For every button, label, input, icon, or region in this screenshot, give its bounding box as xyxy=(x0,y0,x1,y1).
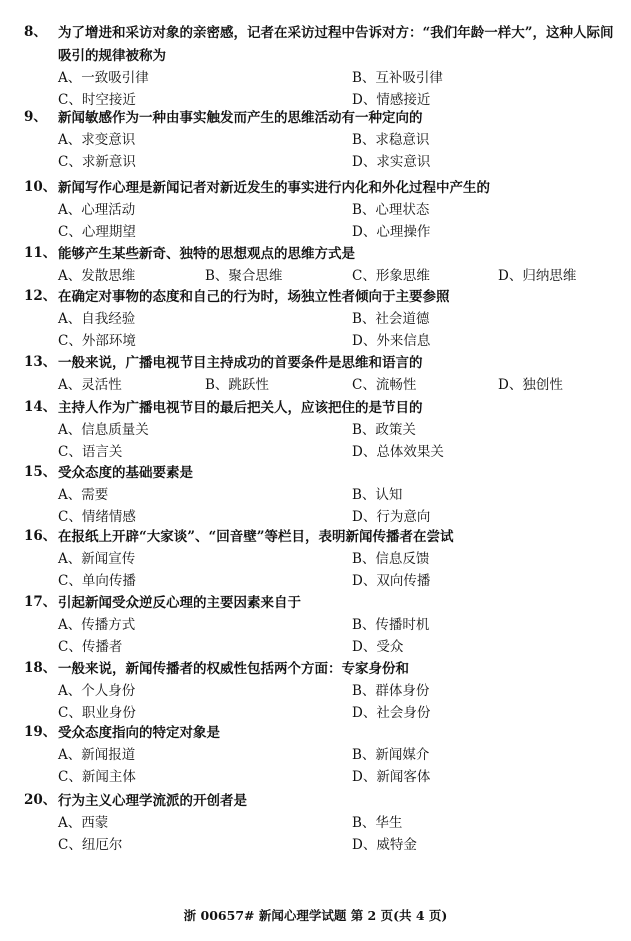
question-stem: 新闻写作心理是新闻记者对新近发生的事实进行内化和外化过程中产生的 xyxy=(58,180,490,196)
option-a: A、发散思维 xyxy=(58,268,136,284)
option-d: D、独创性 xyxy=(498,377,563,393)
option-a: A、传播方式 xyxy=(58,617,136,633)
question-number: 18、 xyxy=(24,660,57,676)
option-c: C、单向传播 xyxy=(58,573,136,589)
option-b: B、信息反馈 xyxy=(352,551,430,567)
option-a: A、需要 xyxy=(58,487,109,503)
option-b: B、跳跃性 xyxy=(205,377,269,393)
option-b: B、互补吸引律 xyxy=(352,70,443,86)
option-c: C、语言关 xyxy=(58,444,123,460)
question-number: 15、 xyxy=(24,464,57,480)
option-b: B、群体身份 xyxy=(352,683,430,699)
question-stem: 一般来说，新闻传播者的权威性包括两个方面：专家身份和 xyxy=(58,661,409,677)
option-d: D、行为意向 xyxy=(352,509,431,525)
option-d: D、受众 xyxy=(352,639,404,655)
question-number: 10、 xyxy=(24,179,57,195)
option-c: C、求新意识 xyxy=(58,154,136,170)
question-stem: 一般来说，广播电视节目主持成功的首要条件是思维和语言的 xyxy=(58,355,423,371)
option-c: C、时空接近 xyxy=(58,92,136,108)
option-d: D、心理操作 xyxy=(352,224,431,240)
option-a: A、西蒙 xyxy=(58,815,109,831)
option-a: A、新闻宣传 xyxy=(58,551,136,567)
option-a: A、信息质量关 xyxy=(58,422,149,438)
question-number: 12、 xyxy=(24,288,57,304)
option-a: A、心理活动 xyxy=(58,202,136,218)
option-a: A、自我经验 xyxy=(58,311,136,327)
option-b: B、认知 xyxy=(352,487,403,503)
question-number: 11、 xyxy=(24,245,57,261)
question-stem: 主持人作为广播电视节目的最后把关人，应该把住的是节目的 xyxy=(58,400,423,416)
option-b: B、新闻媒介 xyxy=(352,747,430,763)
option-c: C、外部环境 xyxy=(58,333,136,349)
option-d: D、威特金 xyxy=(352,837,417,853)
question-stem: 受众态度的基础要素是 xyxy=(58,465,193,481)
question-number: 8、 xyxy=(24,24,47,40)
option-b: B、传播时机 xyxy=(352,617,430,633)
question-number: 19、 xyxy=(24,724,57,740)
page-footer: 浙 00657# 新闻心理学试题 第 2 页(共 4 页) xyxy=(183,908,448,923)
option-a: A、个人身份 xyxy=(58,683,136,699)
option-b: B、心理状态 xyxy=(352,202,430,218)
option-b: B、求稳意识 xyxy=(352,132,430,148)
option-c: C、传播者 xyxy=(58,639,123,655)
question-number: 14、 xyxy=(24,399,57,415)
question-number: 9、 xyxy=(24,109,47,125)
question-stem: 引起新闻受众逆反心理的主要因素来自于 xyxy=(58,595,301,611)
question-number: 20、 xyxy=(24,792,57,808)
question-number: 13、 xyxy=(24,354,57,370)
option-c: C、新闻主体 xyxy=(58,769,136,785)
option-a: A、灵活性 xyxy=(58,377,122,393)
option-c: C、纽厄尔 xyxy=(58,837,123,853)
option-c: C、情绪情感 xyxy=(58,509,136,525)
option-a: A、新闻报道 xyxy=(58,747,136,763)
question-stem: 在报纸上开辟“大家谈”、“回音壁”等栏目，表明新闻传播者在尝试 xyxy=(58,529,454,545)
question-stem: 为了增进和采访对象的亲密感，记者在采访过程中告诉对方：“我们年龄一样大”，这种人际间吸引的规律被称为 xyxy=(58,25,614,64)
option-c: C、形象思维 xyxy=(352,268,430,284)
option-c: C、流畅性 xyxy=(352,377,417,393)
option-d: D、社会身份 xyxy=(352,705,431,721)
option-b: B、政策关 xyxy=(352,422,416,438)
option-b: B、华生 xyxy=(352,815,403,831)
option-b: B、聚合思维 xyxy=(205,268,283,284)
question-number: 16、 xyxy=(24,528,57,544)
question-stem: 在确定对事物的态度和自己的行为时，场独立性者倾向于主要参照 xyxy=(58,289,450,305)
option-d: D、归纳思维 xyxy=(498,268,577,284)
option-d: D、总体效果关 xyxy=(352,444,444,460)
question-stem: 新闻敏感作为一种由事实触发而产生的思维活动有一种定向的 xyxy=(58,110,423,126)
option-a: A、一致吸引律 xyxy=(58,70,149,86)
option-d: D、情感接近 xyxy=(352,92,431,108)
option-a: A、求变意识 xyxy=(58,132,136,148)
option-d: D、外来信息 xyxy=(352,333,431,349)
question-stem: 行为主义心理学流派的开创者是 xyxy=(58,793,247,809)
option-b: B、社会道德 xyxy=(352,311,430,327)
option-d: D、求实意识 xyxy=(352,154,431,170)
option-d: D、双向传播 xyxy=(352,573,431,589)
option-d: D、新闻客体 xyxy=(352,769,431,785)
question-stem: 能够产生某些新奇、独特的思想观点的思维方式是 xyxy=(58,246,355,262)
option-c: C、职业身份 xyxy=(58,705,136,721)
question-stem: 受众态度指向的特定对象是 xyxy=(58,725,220,741)
option-c: C、心理期望 xyxy=(58,224,136,240)
question-number: 17、 xyxy=(24,594,57,610)
